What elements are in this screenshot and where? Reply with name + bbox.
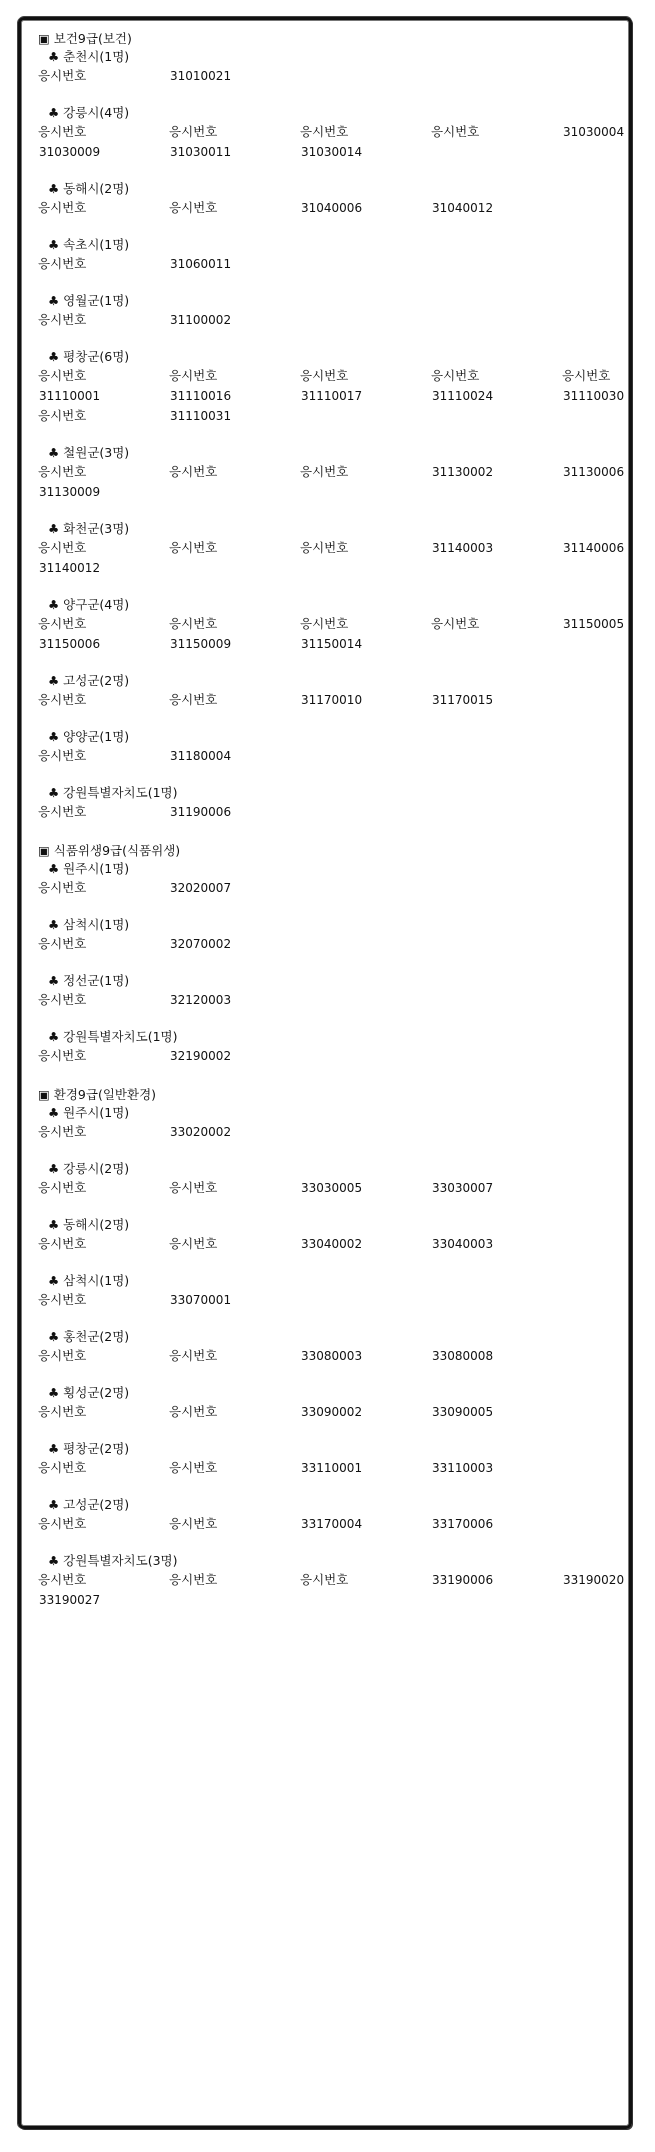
exam-number-grid — [38, 1046, 638, 1066]
exam-number: 32120003 — [170, 993, 232, 1007]
column-header-exam-no: 응시번호 — [169, 200, 218, 215]
column-header-exam-no: 응시번호 — [38, 804, 87, 819]
region-title: ♣ 강원특별자치도(1명) — [48, 1029, 178, 1044]
region-title: ♣ 강원특별자치도(3명) — [48, 1553, 178, 1568]
region-section — [38, 180, 638, 218]
column-header-exam-no: 응시번호 — [38, 124, 87, 139]
column-header-exam-no: 응시번호 — [431, 616, 480, 631]
region-title: ♣ 동해시(2명) — [48, 181, 130, 196]
region-section — [38, 1104, 638, 1142]
column-header-exam-no: 응시번호 — [38, 1460, 87, 1475]
exam-number: 33110001 — [301, 1461, 363, 1475]
exam-number: 31110001 — [39, 389, 101, 403]
exam-number: 31060011 — [170, 257, 232, 271]
exam-number: 31110031 — [170, 409, 232, 423]
region-title: ♣ 횡성군(2명) — [48, 1385, 130, 1400]
region-section — [38, 1160, 638, 1198]
column-header-exam-no: 응시번호 — [300, 464, 349, 479]
category-title: ▣ 환경9급(일반환경) — [38, 1087, 157, 1102]
exam-number: 32070002 — [170, 937, 232, 951]
exam-number-grid — [38, 1234, 638, 1254]
column-header-exam-no: 응시번호 — [38, 692, 87, 707]
column-header-exam-no: 응시번호 — [38, 1236, 87, 1251]
exam-category-section — [38, 842, 638, 1066]
region-section — [38, 1496, 638, 1534]
exam-number-grid — [38, 614, 638, 654]
exam-number-grid — [38, 1290, 638, 1310]
exam-number-grid — [38, 122, 638, 162]
exam-number-grid — [38, 1514, 638, 1534]
exam-number-grid — [38, 198, 638, 218]
column-header-exam-no: 응시번호 — [169, 616, 218, 631]
exam-number: 31110024 — [432, 389, 494, 403]
exam-number: 31190006 — [170, 805, 232, 819]
column-header-exam-no: 응시번호 — [169, 1460, 218, 1475]
exam-number: 33070001 — [170, 1293, 232, 1307]
column-header-exam-no: 응시번호 — [38, 1048, 87, 1063]
exam-category-section — [38, 30, 638, 822]
exam-number: 31150006 — [39, 637, 101, 651]
region-section — [38, 1384, 638, 1422]
category-title: ▣ 식품위생9급(식품위생) — [38, 843, 181, 858]
exam-number: 33090005 — [432, 1405, 494, 1419]
region-title: ♣ 정선군(1명) — [48, 973, 130, 988]
exam-number: 31130006 — [563, 465, 625, 479]
exam-number: 31110017 — [301, 389, 363, 403]
exam-number: 31140003 — [432, 541, 494, 555]
column-header-exam-no: 응시번호 — [38, 408, 87, 423]
column-header-exam-no: 응시번호 — [300, 124, 349, 139]
region-title: ♣ 평창군(6명) — [48, 349, 130, 364]
region-section — [38, 1216, 638, 1254]
exam-number: 32020007 — [170, 881, 232, 895]
region-section — [38, 348, 638, 426]
region-section — [38, 292, 638, 330]
exam-number: 33190020 — [563, 1573, 625, 1587]
region-title: ♣ 영월군(1명) — [48, 293, 130, 308]
exam-number: 33090002 — [301, 1405, 363, 1419]
exam-number: 31150005 — [563, 617, 625, 631]
region-section — [38, 104, 638, 162]
column-header-exam-no: 응시번호 — [38, 540, 87, 555]
column-header-exam-no: 응시번호 — [169, 1404, 218, 1419]
exam-number: 31180004 — [170, 749, 232, 763]
region-section — [38, 1552, 638, 1610]
exam-number: 31140006 — [563, 541, 625, 555]
exam-number: 31140012 — [39, 561, 101, 575]
column-header-exam-no: 응시번호 — [38, 200, 87, 215]
region-section — [38, 48, 638, 86]
exam-number-grid — [38, 934, 638, 954]
region-section — [38, 1272, 638, 1310]
region-title: ♣ 강릉시(4명) — [48, 105, 130, 120]
exam-number-grid — [38, 366, 638, 406]
region-section — [38, 860, 638, 898]
column-header-exam-no: 응시번호 — [38, 936, 87, 951]
column-header-exam-no: 응시번호 — [431, 368, 480, 383]
column-header-exam-no: 응시번호 — [169, 1516, 218, 1531]
region-section — [38, 1028, 638, 1066]
column-header-exam-no: 응시번호 — [169, 1236, 218, 1251]
exam-number: 33080008 — [432, 1349, 494, 1363]
region-section — [38, 444, 638, 502]
exam-number-grid — [38, 310, 638, 330]
column-header-exam-no: 응시번호 — [38, 880, 87, 895]
exam-number: 33020002 — [170, 1125, 232, 1139]
exam-number-grid — [38, 746, 638, 766]
exam-number-grid — [38, 462, 638, 502]
region-section — [38, 236, 638, 274]
region-section — [38, 1328, 638, 1366]
region-section — [38, 672, 638, 710]
exam-number-grid — [38, 1346, 638, 1366]
results-list — [38, 30, 638, 1630]
region-title: ♣ 삼척시(1명) — [48, 1273, 130, 1288]
column-header-exam-no: 응시번호 — [169, 368, 218, 383]
exam-number: 31150009 — [170, 637, 232, 651]
exam-number-grid — [38, 690, 638, 710]
column-header-exam-no: 응시번호 — [38, 256, 87, 271]
exam-number-grid — [38, 802, 638, 822]
exam-number: 31040012 — [432, 201, 494, 215]
region-title: ♣ 평창군(2명) — [48, 1441, 130, 1456]
column-header-exam-no: 응시번호 — [38, 1124, 87, 1139]
region-section — [38, 596, 638, 654]
exam-number: 31040006 — [301, 201, 363, 215]
column-header-exam-no: 응시번호 — [38, 1180, 87, 1195]
region-section — [38, 520, 638, 578]
column-header-exam-no: 응시번호 — [562, 368, 611, 383]
exam-number: 31030011 — [170, 145, 232, 159]
exam-number-grid — [38, 878, 638, 898]
column-header-exam-no: 응시번호 — [300, 1572, 349, 1587]
exam-number: 33170006 — [432, 1517, 494, 1531]
column-header-exam-no: 응시번호 — [300, 368, 349, 383]
region-title: ♣ 양양군(1명) — [48, 729, 130, 744]
column-header-exam-no: 응시번호 — [38, 1292, 87, 1307]
exam-number-grid — [38, 1402, 638, 1422]
exam-number-grid — [38, 406, 638, 426]
column-header-exam-no: 응시번호 — [38, 1404, 87, 1419]
region-title: ♣ 화천군(3명) — [48, 521, 130, 536]
region-title: ♣ 강원특별자치도(1명) — [48, 785, 178, 800]
column-header-exam-no: 응시번호 — [38, 1348, 87, 1363]
exam-category-section — [38, 1086, 638, 1610]
exam-number: 31030009 — [39, 145, 101, 159]
exam-number: 31170010 — [301, 693, 363, 707]
region-section — [38, 972, 638, 1010]
region-title: ♣ 고성군(2명) — [48, 1497, 130, 1512]
exam-number-grid — [38, 66, 638, 86]
column-header-exam-no: 응시번호 — [38, 748, 87, 763]
region-title: ♣ 강릉시(2명) — [48, 1161, 130, 1176]
region-section — [38, 1440, 638, 1478]
column-header-exam-no: 응시번호 — [300, 540, 349, 555]
exam-number: 33030007 — [432, 1181, 494, 1195]
region-title: ♣ 속초시(1명) — [48, 237, 130, 252]
column-header-exam-no: 응시번호 — [38, 312, 87, 327]
exam-number: 31130009 — [39, 485, 101, 499]
region-title: ♣ 원주시(1명) — [48, 1105, 130, 1120]
column-header-exam-no: 응시번호 — [169, 540, 218, 555]
region-title: ♣ 양구군(4명) — [48, 597, 130, 612]
exam-number: 33040003 — [432, 1237, 494, 1251]
exam-number: 31170015 — [432, 693, 494, 707]
region-title: ♣ 철원군(3명) — [48, 445, 130, 460]
document-frame — [18, 17, 632, 2129]
exam-number: 33190027 — [39, 1593, 101, 1607]
column-header-exam-no: 응시번호 — [169, 464, 218, 479]
column-header-exam-no: 응시번호 — [38, 992, 87, 1007]
exam-number: 31030004 — [563, 125, 625, 139]
column-header-exam-no: 응시번호 — [300, 616, 349, 631]
region-section — [38, 784, 638, 822]
region-section — [38, 728, 638, 766]
exam-number: 31010021 — [170, 69, 232, 83]
exam-number-grid — [38, 254, 638, 274]
exam-number-grid — [38, 538, 638, 578]
exam-number-grid — [38, 990, 638, 1010]
region-section — [38, 916, 638, 954]
column-header-exam-no: 응시번호 — [38, 464, 87, 479]
exam-number: 31030014 — [301, 145, 363, 159]
column-header-exam-no: 응시번호 — [169, 1572, 218, 1587]
region-title: ♣ 고성군(2명) — [48, 673, 130, 688]
exam-number: 33110003 — [432, 1461, 494, 1475]
exam-number-grid — [38, 1458, 638, 1478]
exam-number-grid — [38, 1122, 638, 1142]
exam-number: 33170004 — [301, 1517, 363, 1531]
column-header-exam-no: 응시번호 — [431, 124, 480, 139]
column-header-exam-no: 응시번호 — [169, 692, 218, 707]
column-header-exam-no: 응시번호 — [38, 368, 87, 383]
column-header-exam-no: 응시번호 — [169, 1180, 218, 1195]
exam-number: 33190006 — [432, 1573, 494, 1587]
exam-number: 31130002 — [432, 465, 494, 479]
category-title: ▣ 보건9급(보건) — [38, 31, 132, 46]
exam-number: 31100002 — [170, 313, 232, 327]
exam-number: 33040002 — [301, 1237, 363, 1251]
column-header-exam-no: 응시번호 — [38, 616, 87, 631]
region-title: ♣ 원주시(1명) — [48, 861, 130, 876]
column-header-exam-no: 응시번호 — [169, 124, 218, 139]
column-header-exam-no: 응시번호 — [169, 1348, 218, 1363]
region-title: ♣ 춘천시(1명) — [48, 49, 130, 64]
exam-number: 32190002 — [170, 1049, 232, 1063]
column-header-exam-no: 응시번호 — [38, 68, 87, 83]
exam-number: 33080003 — [301, 1349, 363, 1363]
region-title: ♣ 홍천군(2명) — [48, 1329, 130, 1344]
column-header-exam-no: 응시번호 — [38, 1572, 87, 1587]
exam-number: 31110030 — [563, 389, 625, 403]
region-title: ♣ 삼척시(1명) — [48, 917, 130, 932]
exam-number-grid — [38, 1570, 638, 1610]
exam-number: 31150014 — [301, 637, 363, 651]
exam-number-grid — [38, 1178, 638, 1198]
column-header-exam-no: 응시번호 — [38, 1516, 87, 1531]
region-title: ♣ 동해시(2명) — [48, 1217, 130, 1232]
exam-number: 31110016 — [170, 389, 232, 403]
exam-number: 33030005 — [301, 1181, 363, 1195]
